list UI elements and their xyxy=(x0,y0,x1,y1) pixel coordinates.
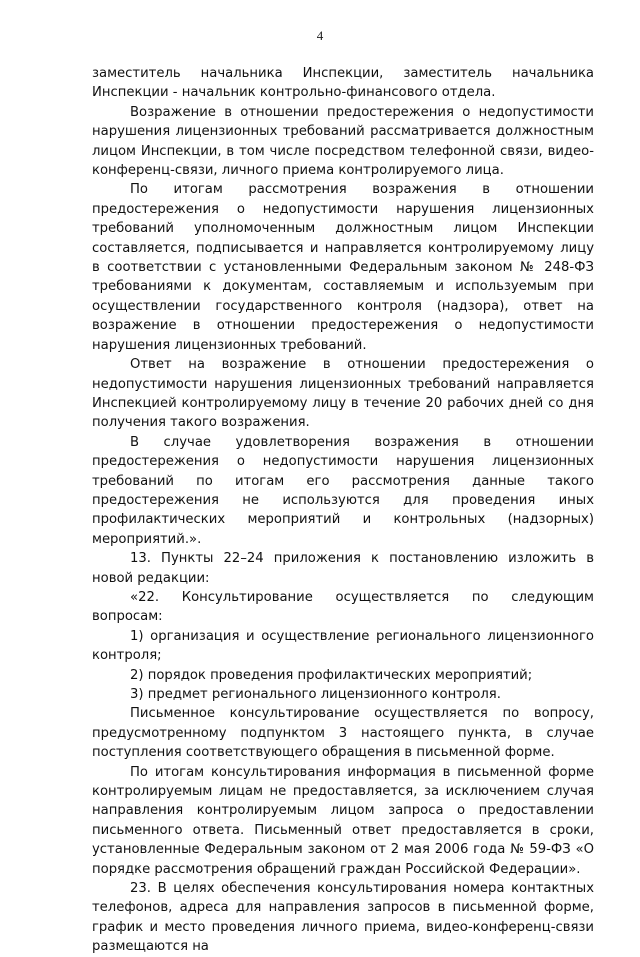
list-item-3: 3) предмет регионального лицензионного контроля. xyxy=(130,687,501,702)
list-item-2: 2) порядок проведения профилактических мероприятий; xyxy=(130,667,533,683)
paragraph-objection-review: Возражение в отношении предостережения о недопустимости нарушения лицензионных требований рассматривается должностным лицом Инспекции, в том числе посредством телефонной связи, видео-конференц-связи, личного приема контролируемого лица. xyxy=(92,104,594,179)
page-number: 4 xyxy=(316,28,324,43)
document-body xyxy=(92,64,594,957)
paragraph-item-13: 13. Пункты 22–24 приложения к постановлению изложить в новой редакции: xyxy=(92,551,594,586)
paragraph-item-22: «22. Консультирование осуществляется по следующим вопросам: xyxy=(92,589,594,625)
paragraph-written-consulting: Письменное консультирование осуществляется по вопросу, предусмотренному подпунктом 3 настоящего пункта, в случае поступления соответствующего обращения в письменной форме. xyxy=(92,706,594,761)
paragraph-response-deadline: Ответ на возражение в отношении предостережения о недопустимости нарушения лицензионных требований направляется Инспекцией контролируемому лицу в течение 20 рабочих дней со дня получения такого возражения. xyxy=(92,357,594,431)
paragraph-consulting-results: По итогам консультирования информация в письменной форме контролируемым лицам не предоставляется, за исключением случая направления контролируемым лицом запроса о предоставлении письменного ответа. Письменный ответ предоставляется в сроки, установленные Федеральным законом от 2 мая 2006 года № 59-ФЗ «О порядке рассмотрения обращений граждан Российской Федерации». xyxy=(92,764,594,877)
paragraph-continuation: заместитель начальника Инспекции, заместитель начальника Инспекции - начальник контрольно-финансового отдела. xyxy=(92,66,594,101)
paragraph-objection-response: По итогам рассмотрения возражения в отношении предостережения о недопустимости нарушения лицензионных требований уполномоченным должностным лицом Инспекции составляется, подписывается и направляется контролируемому лицу в соответствии с установленными Федеральным законом № 248-ФЗ требованиями к документам, составляемым и используемым при осуществлении государственного контроля (надзора), ответ на возражение в отношении предостережения о недопустимости нарушения лицензионных требований. xyxy=(92,182,594,353)
list-item-1: 1) организация и осуществление регионального лицензионного контроля; xyxy=(92,628,594,664)
paragraph-objection-satisfied: В случае удовлетворения возражения в отношении предостережения о недопустимости нарушения лицензионных требований по итогам его рассмотрения данные такого предостережения не используются для проведения иных профилактических мероприятий и контрольных (надзорных) мероприятий.». xyxy=(92,434,594,547)
paragraph-item-23: 23. В целях обеспечения консультирования номера контактных телефонов, адреса для направления запросов в письменной форме, график и место проведения личного приема, видео-конференц-связи размещаются на xyxy=(92,881,594,955)
